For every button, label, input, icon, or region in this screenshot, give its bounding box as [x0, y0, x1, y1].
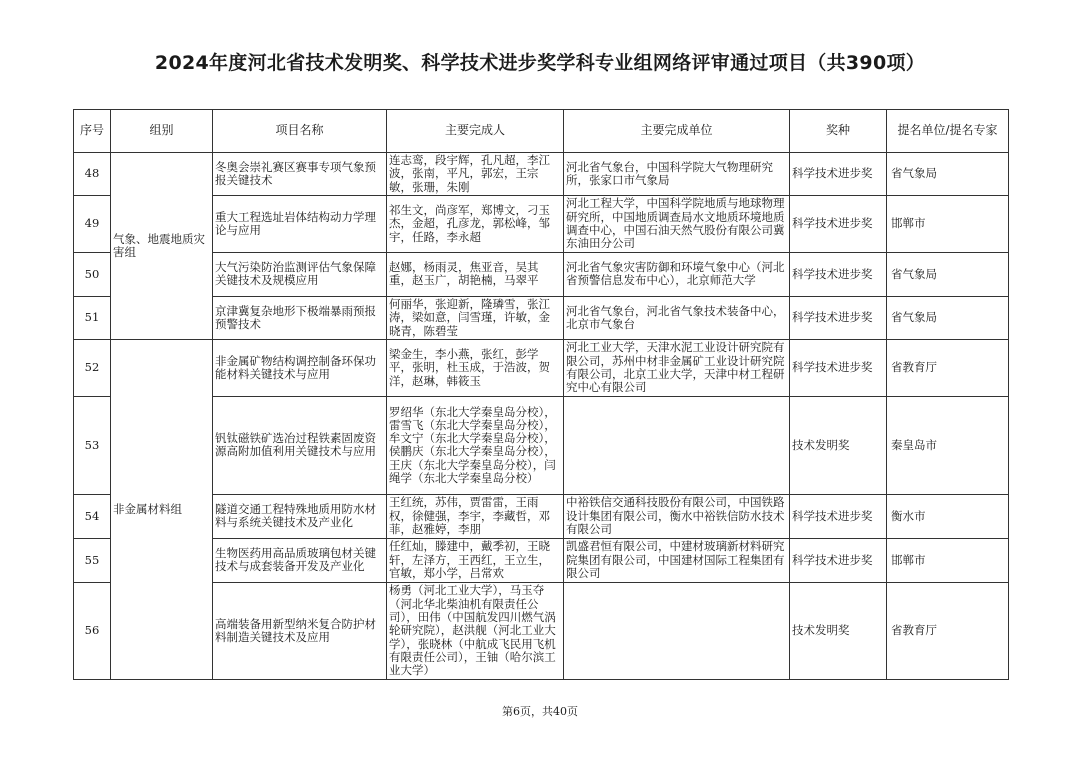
table-row [74, 396, 1009, 494]
award-cell: 科学技术进步奖 [790, 494, 887, 538]
units-cell: 河北工程大学，中国科学院地质与地球物理研究所，中国地质调查局水文地质环境地质调查中心，中国石油天然气股份有限公司冀东油田分公司 [564, 195, 790, 252]
units-cell: 河北省气象台，中国科学院大气物理研究所，张家口市气象局 [564, 153, 790, 196]
units-cell: 凯盛君恒有限公司，中建材玻璃新材料研究院集团有限公司，中国建材国际工程集团有限公司 [564, 538, 790, 582]
page-title: 2024年度河北省技术发明奖、科学技术进步奖学科专业组网络评审通过项目（共390项） [154, 52, 926, 74]
table-row [74, 494, 1009, 538]
table-row [74, 538, 1009, 582]
project-cell: 生物医药用高品质玻璃包材关键技术与成套装备开发及产业化 [213, 538, 387, 582]
nominator-cell: 省气象局 [887, 153, 1009, 196]
people-cell: 连志鸾，段宇辉，孔凡超，李江波，张南，平凡，郭宏，王宗敏，张珊，朱刚 [387, 153, 564, 196]
nominator-cell: 秦皇岛市 [887, 396, 1009, 494]
units-cell: 河北工业大学，天津水泥工业设计研究院有限公司，苏州中材非金属矿工业设计研究院有限公司，北京工业大学，天津中材工程研究中心有限公司 [564, 339, 790, 396]
project-cell: 大气污染防治监测评估气象保障关键技术及规模应用 [213, 252, 387, 296]
people-cell: 杨勇（河北工业大学），马玉夺（河北华北柴油机有限责任公司），田伟（中国航发四川燃气涡轮研究院），赵洪舰（河北工业大学），张晓林（中航成飞民用飞机有限责任公司），王铀（哈尔滨工业大学） [387, 582, 564, 679]
people-cell: 王红统，苏伟，贾雷雷，王雨权，徐健强，李宇，李藏哲，邓菲，赵雅婷，李朋 [387, 494, 564, 538]
header-group: 组别 [111, 110, 213, 153]
award-cell: 科学技术进步奖 [790, 339, 887, 396]
page-footer: 第6页，共40页 [502, 705, 578, 718]
units-cell [564, 396, 790, 494]
award-cell: 科学技术进步奖 [790, 252, 887, 296]
people-cell: 梁金生，李小燕，张红，彭学平，张明，杜玉成，于浩波，贺洋，赵琳，韩筱玉 [387, 339, 564, 396]
people-cell: 任红灿，滕建中，戴季初，王晓轩，左泽方，王西红，王立生，官敏，郑小学，吕常欢 [387, 538, 564, 582]
seq-cell: 52 [74, 339, 111, 396]
seq-cell: 53 [74, 396, 111, 494]
units-cell: 河北省气象灾害防御和环境气象中心（河北省预警信息发布中心），北京师范大学 [564, 252, 790, 296]
nominator-cell: 邯郸市 [887, 195, 1009, 252]
table-row [74, 252, 1009, 296]
projects-table [73, 109, 1009, 680]
project-cell: 隧道交通工程特殊地质用防水材料与系统关键技术及产业化 [213, 494, 387, 538]
project-cell: 非金属矿物结构调控制备环保功能材料关键技术与应用 [213, 339, 387, 396]
header-units: 主要完成单位 [564, 110, 790, 153]
award-cell: 科学技术进步奖 [790, 296, 887, 339]
table-row [74, 339, 1009, 396]
project-cell: 钒钛磁铁矿选冶过程铁素固废资源高附加值利用关键技术与应用 [213, 396, 387, 494]
project-cell: 京津冀复杂地形下极端暴雨预报预警技术 [213, 296, 387, 339]
award-cell: 科学技术进步奖 [790, 195, 887, 252]
award-cell: 科学技术进步奖 [790, 538, 887, 582]
header-nominator: 提名单位/提名专家 [887, 110, 1009, 153]
nominator-cell: 邯郸市 [887, 538, 1009, 582]
seq-cell: 54 [74, 494, 111, 538]
nominator-cell: 衡水市 [887, 494, 1009, 538]
people-cell: 罗绍华（东北大学秦皇岛分校），雷雪飞（东北大学秦皇岛分校），牟文宁（东北大学秦皇岛分校），侯鹏庆（东北大学秦皇岛分校），王庆（东北大学秦皇岛分校），闫绳学（东北大学秦皇岛分校） [387, 396, 564, 494]
table-row [74, 195, 1009, 252]
seq-cell: 48 [74, 153, 111, 196]
table-row [74, 582, 1009, 679]
people-cell: 赵娜，杨雨灵，焦亚音，吴其重，赵玉广，胡艳楠，马翠平 [387, 252, 564, 296]
nominator-cell: 省教育厅 [887, 582, 1009, 679]
header-seq: 序号 [74, 110, 111, 153]
award-cell: 科学技术进步奖 [790, 153, 887, 196]
people-cell: 祁生文，尚彦军，郑博文，刁玉杰，金超，孔彦龙，郭松峰，邹宇，任路，李永超 [387, 195, 564, 252]
award-cell: 技术发明奖 [790, 582, 887, 679]
project-cell: 高端装备用新型纳米复合防护材料制造关键技术及应用 [213, 582, 387, 679]
nominator-cell: 省气象局 [887, 252, 1009, 296]
nominator-cell: 省教育厅 [887, 339, 1009, 396]
group-cell: 气象、地震地质灾害组 [111, 153, 213, 340]
table-row [74, 296, 1009, 339]
project-cell: 重大工程选址岩体结构动力学理论与应用 [213, 195, 387, 252]
seq-cell: 49 [74, 195, 111, 252]
seq-cell: 55 [74, 538, 111, 582]
seq-cell: 56 [74, 582, 111, 679]
units-cell: 河北省气象台，河北省气象技术装备中心，北京市气象台 [564, 296, 790, 339]
table-header-row [74, 110, 1009, 153]
project-cell: 冬奥会崇礼赛区赛事专项气象预报关键技术 [213, 153, 387, 196]
header-people: 主要完成人 [387, 110, 564, 153]
units-cell [564, 582, 790, 679]
people-cell: 何丽华，张迎新，隆璘雪，张江涛，梁如意，闫雪瑾，许敏，金晓青，陈碧莹 [387, 296, 564, 339]
nominator-cell: 省气象局 [887, 296, 1009, 339]
units-cell: 中裕铁信交通科技股份有限公司，中国铁路设计集团有限公司，衡水中裕铁信防水技术有限公司 [564, 494, 790, 538]
seq-cell: 50 [74, 252, 111, 296]
award-cell: 技术发明奖 [790, 396, 887, 494]
group-cell: 非金属材料组 [111, 339, 213, 679]
table-row [74, 153, 1009, 196]
seq-cell: 51 [74, 296, 111, 339]
header-award: 奖种 [790, 110, 887, 153]
header-project: 项目名称 [213, 110, 387, 153]
